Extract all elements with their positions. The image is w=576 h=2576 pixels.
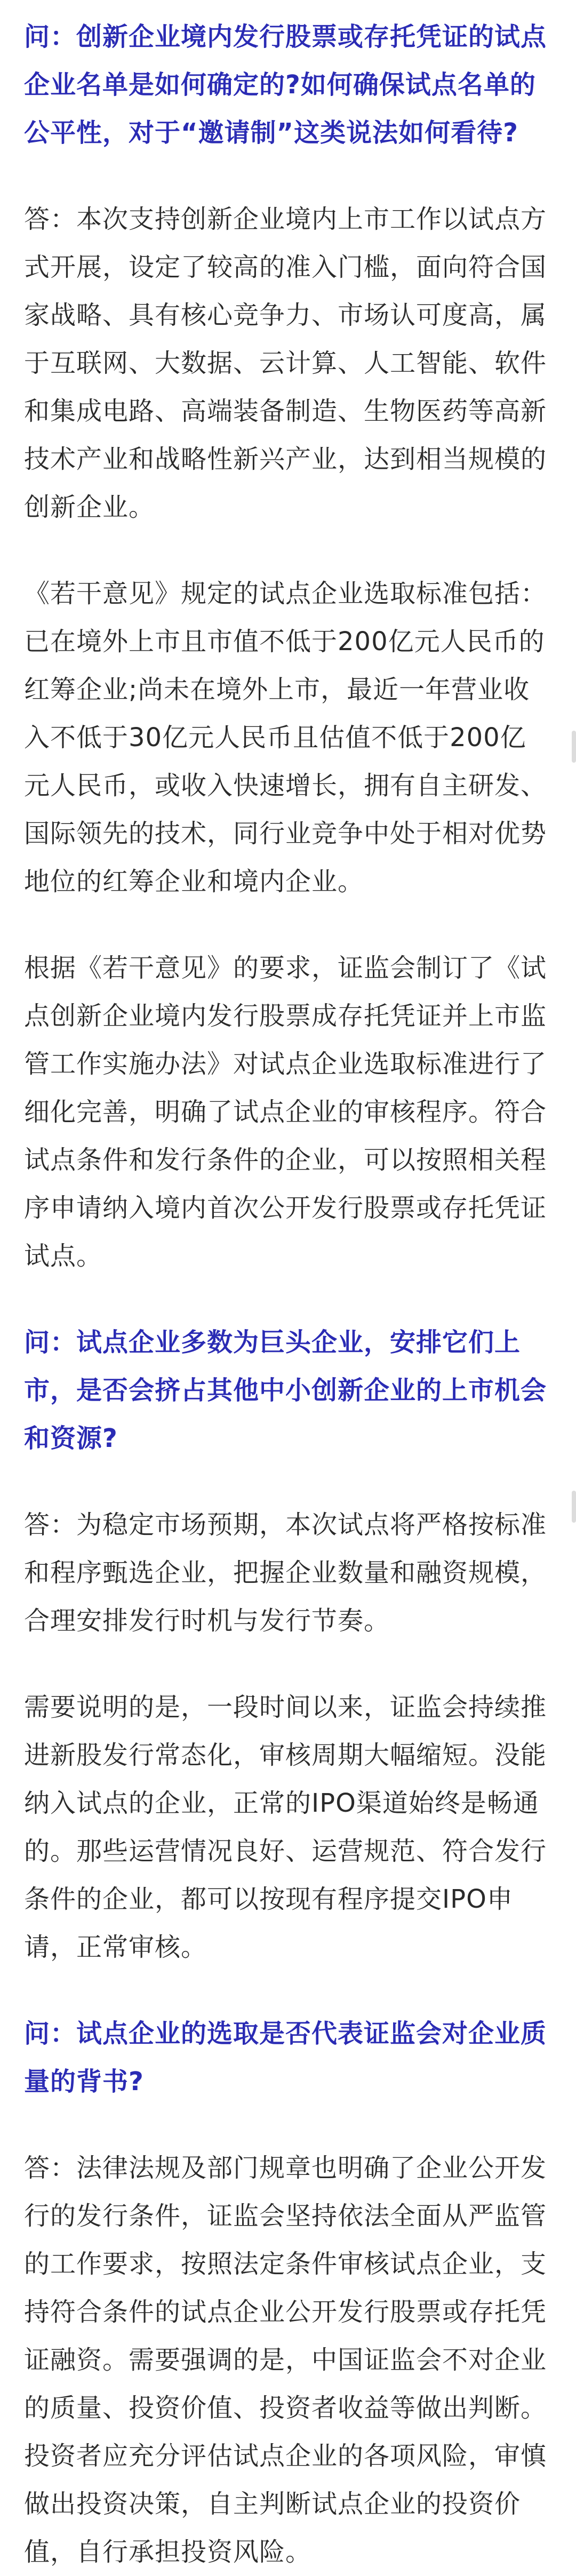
question-3: 问：试点企业的选取是否代表证监会对企业质量的背书? — [24, 2019, 547, 2097]
question-2: 问：试点企业多数为巨头企业，安排它们上市，是否会挤占其他中小创新企业的上市机会和资源? — [24, 1327, 547, 1453]
answer-1-paragraph-1: 答：本次支持创新企业境内上市工作以试点方式开展，设定了较高的准入门槛，面向符合国家战略、具有核心竞争力、市场认可度高，属于互联网、大数据、云计算、人工智能、软件和集成电路、高端装备制造、生物医药等高新技术产业和战略性新兴产业，达到相当规模的创新企业。 — [24, 204, 547, 522]
scroll-indicator-bottom — [572, 1491, 576, 1523]
answer-1-paragraph-2: 《若干意见》规定的试点企业选取标准包括：已在境外上市且市值不低于200亿元人民币的红筹企业;尚未在境外上市，最近一年营业收入不低于30亿元人民币且估值不低于200亿元人民币，或收入快速增长，拥有自主研发、国际领先的技术，同行业竞争中处于相对优势地位的红筹企业和境内企业。 — [24, 579, 547, 897]
answer-1-paragraph-3: 根据《若干意见》的要求，证监会制订了《试点创新企业境内发行股票成存托凭证并上市监管工作实施办法》对试点企业选取标准进行了细化完善，明确了试点企业的审核程序。符合试点条件和发行条件的企业，可以按照相关程序申请纳入境内首次公开发行股票或存托凭证试点。 — [24, 953, 547, 1271]
scroll-indicator-top — [572, 731, 576, 763]
question-1: 问：创新企业境内发行股票或存托凭证的试点企业名单是如何确定的?如何确保试点名单的公平性，对于“邀请制”这类说法如何看待? — [24, 22, 547, 148]
answer-2-paragraph-2: 需要说明的是，一段时间以来，证监会持续推进新股发行常态化，审核周期大幅缩短。没能纳入试点的企业，正常的IPO渠道始终是畅通的。那些运营情况良好、运营规范、符合发行条件的企业，都可以按现有程序提交IPO申请，正常审核。 — [24, 1692, 547, 1962]
answer-3-paragraph-1: 答：法律法规及部门规章也明确了企业公开发行的发行条件，证监会坚持依法全面从严监管的工作要求，按照法定条件审核试点企业，支持符合条件的试点企业公开发行股票或存托凭证融资。需要强调的是，中国证监会不对企业的质量、投资价值、投资者收益等做出判断。投资者应充分评估试点企业的各项风险，审慎做出投资决策，自主判断试点企业的投资价值，自行承担投资风险。 — [24, 2153, 547, 2567]
answer-2-paragraph-1: 答：为稳定市场预期，本次试点将严格按标准和程序甄选企业，把握企业数量和融资规模，合理安排发行时机与发行节奏。 — [24, 1510, 547, 1636]
article-body — [24, 13, 552, 2576]
